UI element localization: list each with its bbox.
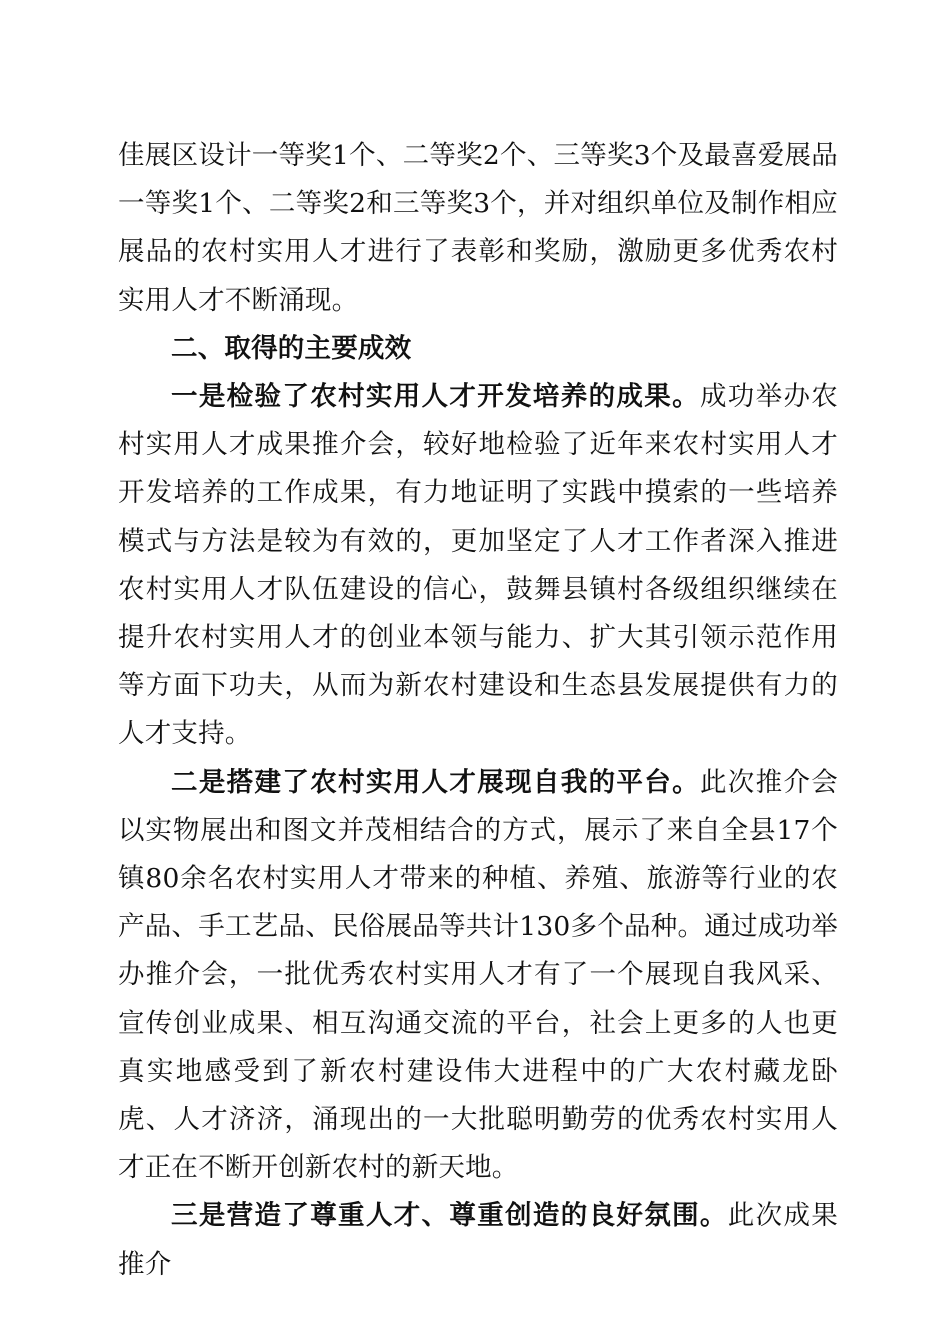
item-3-body: 此次成果推介 (118, 1200, 838, 1280)
paragraph-item-2 (118, 759, 838, 1193)
document-body (118, 132, 838, 1289)
paragraph-awards (118, 132, 838, 325)
item-1-lead: 一是检验了农村实用人才开发培养的成果。 (171, 381, 700, 413)
section-heading (118, 325, 838, 373)
section-heading-text: 二、取得的主要成效 (171, 332, 412, 364)
paragraph-awards-text: 佳展区设计一等奖1个、二等奖2个、三等奖3个及最喜爱展品一等奖1个、二等奖2和三等奖3个，并对组织单位及制作相应展品的农村实用人才进行了表彰和奖励，激励更多优秀农村实用人才不断涌现。 (118, 140, 838, 316)
paragraph-item-1 (118, 373, 838, 759)
item-2-lead: 二是搭建了农村实用人才展现自我的平台。 (171, 766, 700, 798)
item-3-lead: 三是营造了尊重人才、尊重创造的良好氛围。 (171, 1200, 728, 1232)
item-2-body: 此次推介会以实物展出和图文并茂相结合的方式，展示了来自全县17个镇80余名农村实用人才带来的种植、养殖、旅游等行业的农产品、手工艺品、民俗展品等共计130多个品种。通过成功举办推介会，一批优秀农村实用人才有了一个展现自我风采、宣传创业成果、相互沟通交流的平台，社会上更多的人也更真实地感受到了新农村建设伟大进程中的广大农村藏龙卧虎、人才济济，涌现出的一大批聪明勤劳的优秀农村实用人才正在不断开创新农村的新天地。 (118, 766, 838, 1184)
item-1-body: 成功举办农村实用人才成果推介会，较好地检验了近年来农村实用人才开发培养的工作成果，有力地证明了实践中摸索的一些培养模式与方法是较为有效的，更加坚定了人才工作者深入推进农村实用人才队伍建设的信心，鼓舞县镇村各级组织继续在提升农村实用人才的创业本领与能力、扩大其引领示范作用等方面下功夫，从而为新农村建设和生态县发展提供有力的人才支持。 (118, 381, 838, 750)
paragraph-item-3 (118, 1192, 838, 1288)
